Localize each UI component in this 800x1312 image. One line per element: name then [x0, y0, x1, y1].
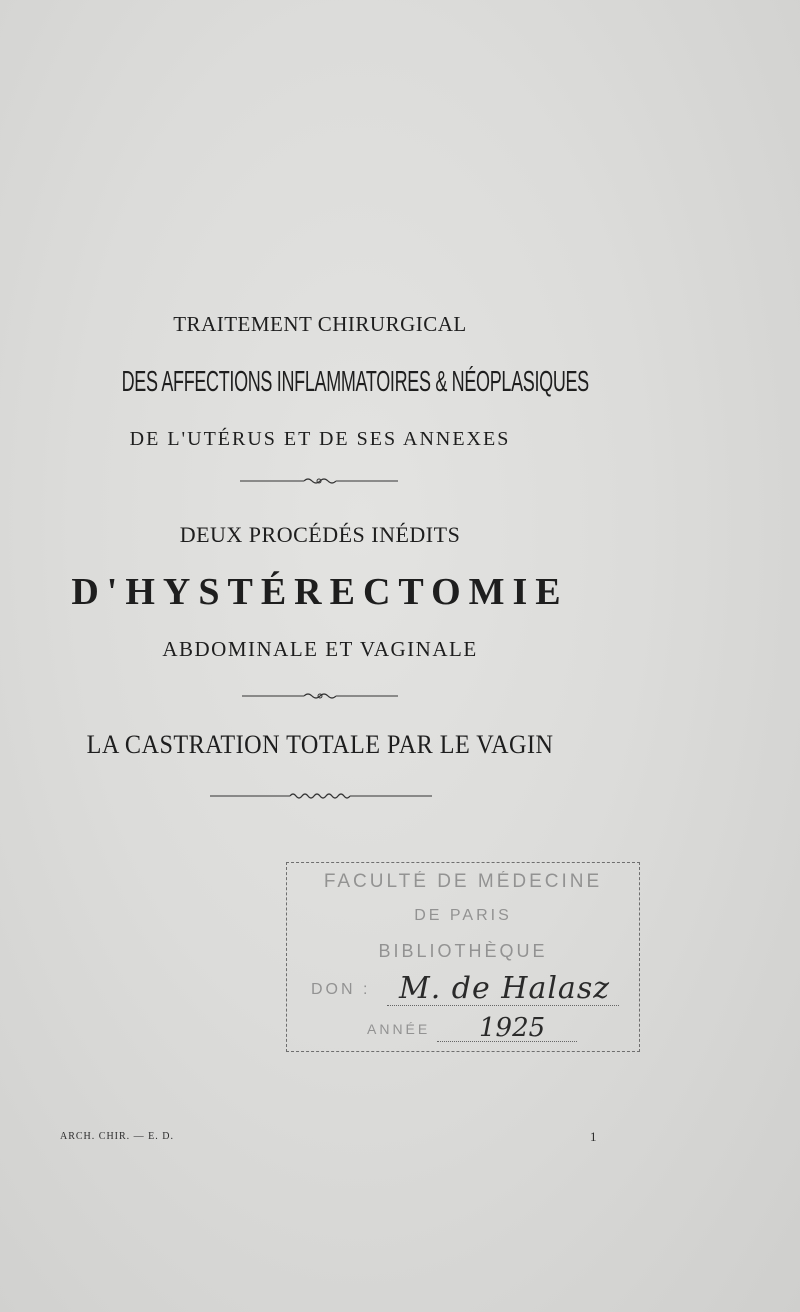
footer-page-number: 1 — [590, 1129, 598, 1144]
footer-signature: ARCH. CHIR. — E. D. — [60, 1131, 175, 1142]
title-line-1: TRAITEMENT CHIRURGICAL — [173, 312, 467, 336]
library-stamp — [286, 862, 640, 1052]
title-line-2: DES AFFECTIONS INFLAMMATOIRES & NÉOPLASIQUES — [121, 366, 589, 398]
title-line-4: DEUX PROCÉDÉS INÉDITS — [179, 522, 461, 547]
handwritten-year: 1925 — [479, 1013, 546, 1043]
ornament-rule-1 — [240, 474, 398, 488]
ornament-rule-2 — [242, 689, 398, 703]
stamp-annee-label: ANNÉE — [367, 1021, 431, 1037]
stamp-don-label: DON : — [311, 981, 371, 998]
title-line-7: LA CASTRATION TOTALE PAR LE VAGIN — [86, 730, 554, 759]
main-title: D'HYSTÉRECTOMIE — [71, 571, 569, 613]
title-line-6: ABDOMINALE ET VAGINALE — [162, 637, 478, 661]
title-line-3: DE L'UTÉRUS ET DE SES ANNEXES — [129, 428, 511, 450]
stamp-line-1: FACULTÉ DE MÉDECINE — [323, 871, 603, 892]
stamp-line-2: DE PARIS — [414, 907, 512, 924]
stamp-line-3: BIBLIOTHÈQUE — [378, 941, 548, 961]
ornament-rule-3 — [210, 789, 432, 803]
handwritten-donor: M. de Halasz — [399, 971, 611, 1006]
